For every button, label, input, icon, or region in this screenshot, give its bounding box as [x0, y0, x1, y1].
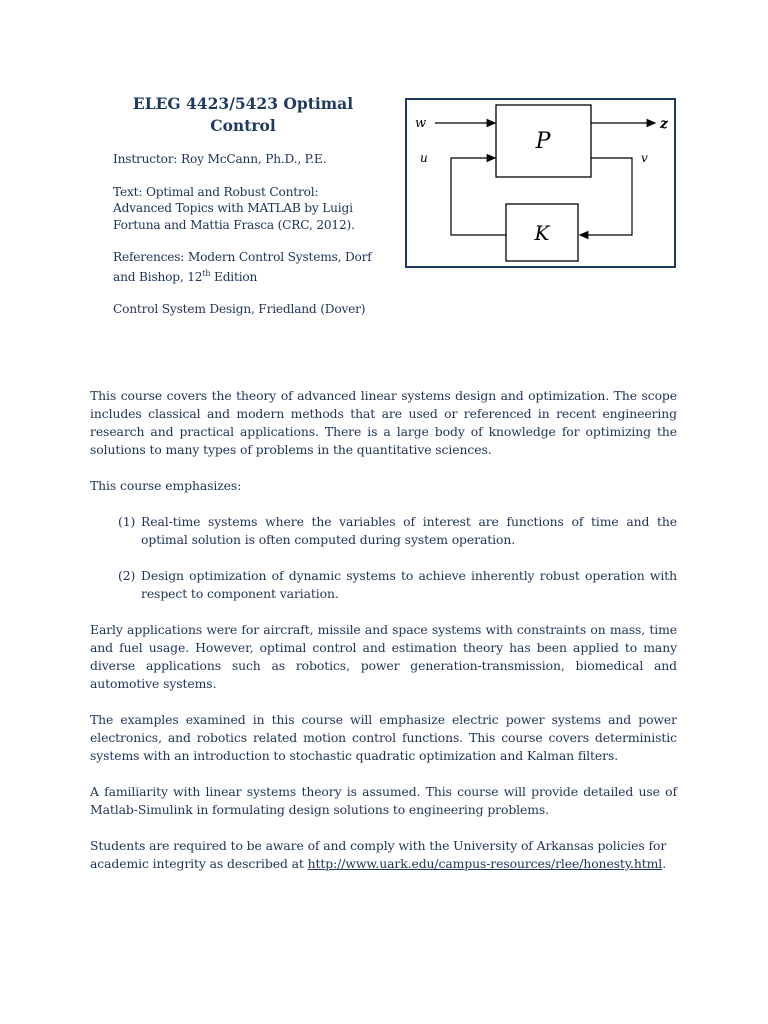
signal-z-label: z [660, 116, 668, 132]
references-line [113, 249, 373, 285]
instructor-line [113, 151, 373, 168]
course-description [90, 387, 677, 891]
controller-label: K [534, 221, 550, 245]
reference-2-line: Control System Design, Friedland (Dover) [113, 302, 366, 317]
textbook-line [113, 184, 373, 234]
integrity-text: Students are required to be aware of and comply with the University of Arkansas policies for academic integrity as described at [90, 838, 667, 871]
integrity-section [90, 837, 677, 873]
textbook-label: Text: [113, 184, 143, 199]
list-item-number: (2) [118, 568, 136, 583]
signal-v-label: v [641, 151, 648, 165]
list-item-text: Design optimization of dynamic systems to achieve inherently robust operation with respect to component variation. [141, 568, 677, 601]
list-item-number: (1) [118, 514, 136, 529]
paragraph-overview: This course covers the theory of advanced linear systems design and optimization. The scope includes classical and modern methods that are used or referenced in recent engineering research and practical applications. There is a large body of knowledge for optimizing the solutions to many types of problems in the quantitative sciences. [90, 388, 677, 457]
signal-u-label: u [420, 151, 428, 165]
signal-w-label: w [415, 116, 427, 131]
references-superscript: th [202, 268, 211, 278]
paragraph-emphasizes: This course emphasizes: [90, 478, 242, 493]
instructor-value: Roy McCann, Ph.D., P.E. [180, 152, 327, 166]
list-item [90, 567, 677, 603]
paragraph-prerequisites: A familiarity with linear systems theory is assumed. This course will provide detailed use of Matlab-Simulink in formulating design solutions to engineering problems. [90, 784, 677, 817]
references-value: Modern Control Systems, Dorf and Bishop, 12 [113, 250, 372, 284]
list-item-text: Real-time systems where the variables of interest are functions of time and the optimal solution is often computed during system operation. [141, 514, 677, 547]
control-block-diagram [405, 98, 676, 268]
plant-label: P [535, 129, 551, 154]
references-label: References: [113, 250, 185, 264]
honesty-policy-link[interactable]: http://www.uark.edu/campus-resources/rlee/honesty.html [307, 856, 663, 871]
paragraph-examples: The examples examined in this course will emphasize electric power systems and power electronics, and robotics related motion control functions. This course covers deterministic systems with an introduction to stochastic quadratic optimization and Kalman filters. [90, 712, 677, 763]
list-item [90, 513, 677, 549]
course-title: ELEG 4423/5423 Optimal Control [132, 94, 354, 135]
course-header [113, 93, 373, 334]
paragraph-early-applications: Early applications were for aircraft, missile and space systems with constraints on mass, time and fuel usage. However, optimal control and estimation theory has been applied to many diverse applications such as robotics, power generation-transmission, biomedical and automotive systems. [90, 622, 677, 691]
integrity-period: . [662, 856, 667, 871]
instructor-label: Instructor: [113, 152, 178, 166]
textbook-value: Optimal and Robust Control: Advanced Topics with MATLAB by Luigi Fortuna and Mattia Frasca (CRC, 2012). [113, 184, 355, 232]
paragraph-academic-integrity [90, 837, 677, 873]
references-value-end: Edition [210, 269, 258, 284]
